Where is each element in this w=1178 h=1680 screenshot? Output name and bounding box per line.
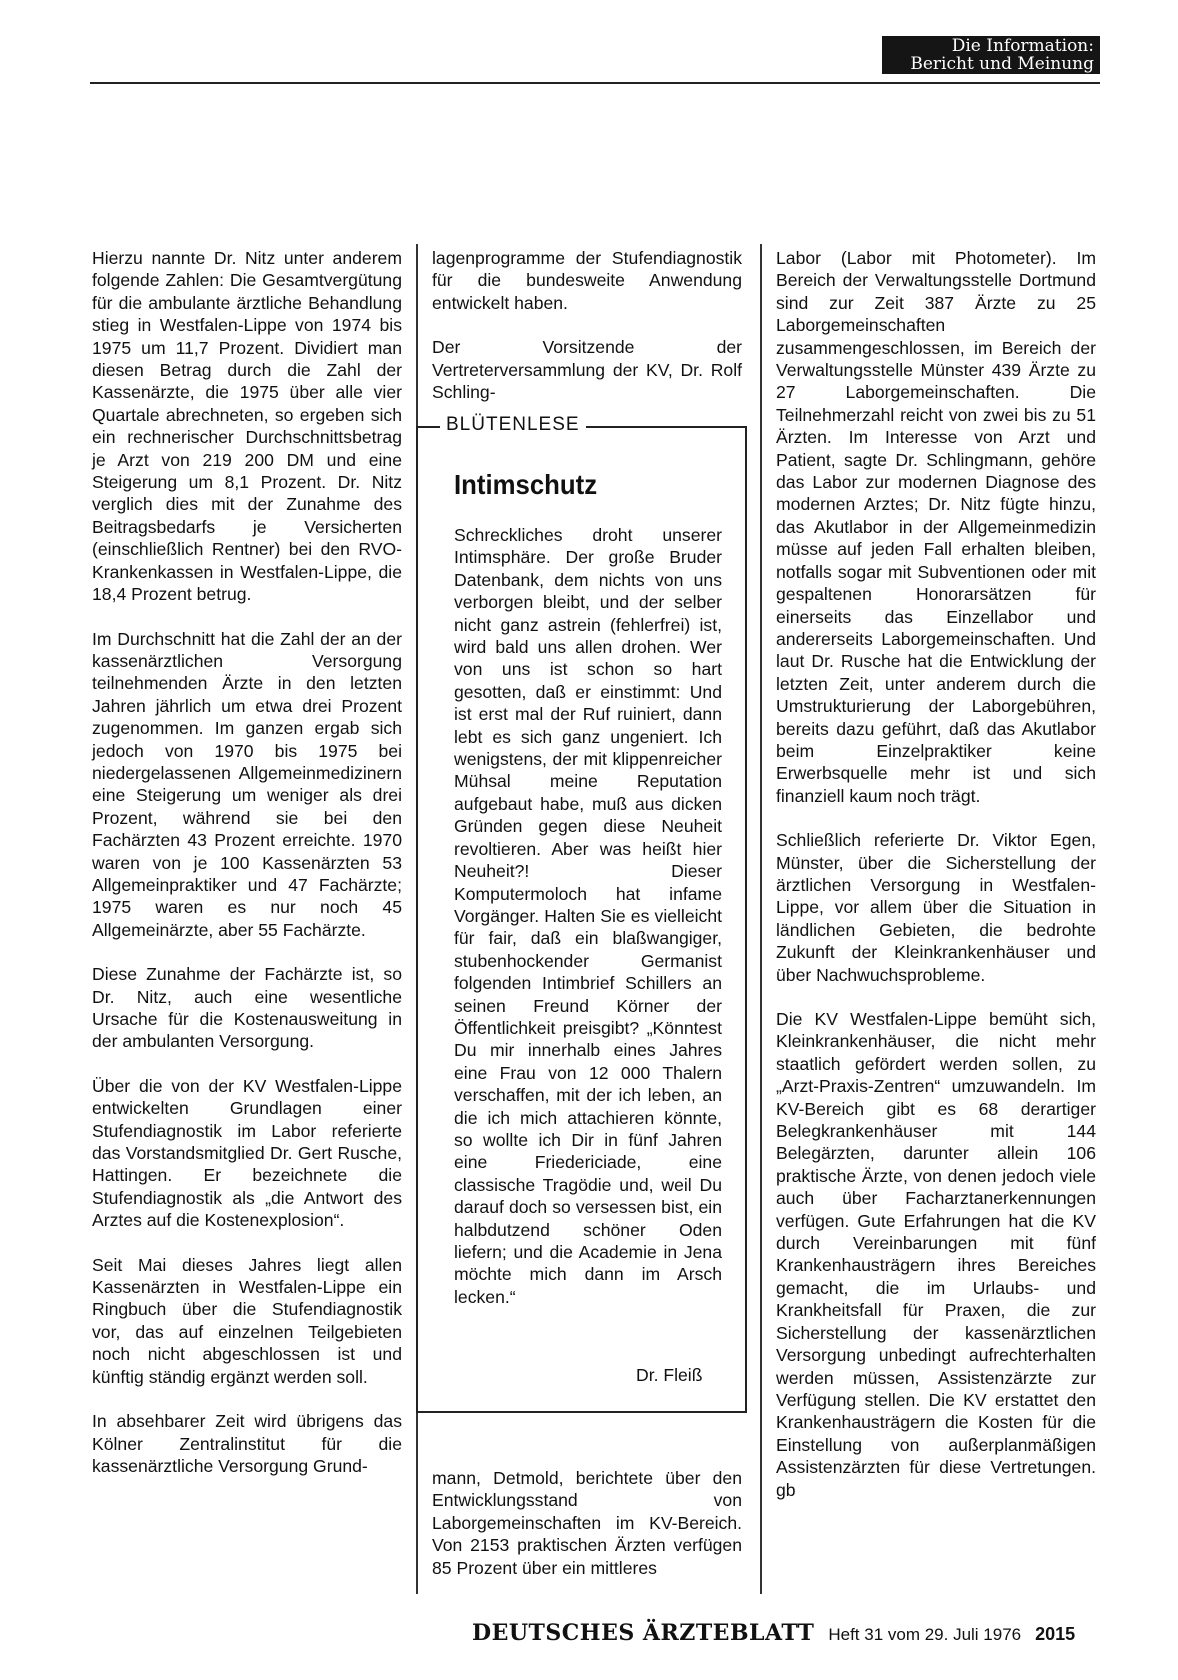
sidebar-signature: Dr. Fleiß — [636, 1365, 703, 1385]
header-rule — [90, 82, 1100, 84]
paragraph: Hierzu nannte Dr. Nitz unter anderem folgende Zahlen: Die Gesamtvergütung für die ambulante ärztliche Behandlung stieg in Westfalen-Lippe von 1974 bis 1975 um 11,7 Prozent. Dividiert man diesen Betrag durch die Zahl der Kassenärzte, die 1975 über alle vier Quartale abrechneten, so ergeben sich ein rechnerischer Durchschnittsbetrag je Arzt von 219 200 DM und eine Steigerung um 8,1 Prozent. Dr. Nitz verglich dies mit der Zunahme des Beitragsbedarfs je Versicherten (einschließlich Rentner) bei den RVO-Krankenkassen in Westfalen-Lippe, die 18,4 Prozent betrug. — [92, 248, 402, 605]
column-1 — [92, 247, 402, 1499]
paragraph: Schließlich referierte Dr. Viktor Egen, Münster, über die Sicherstellung der ärztlichen Versorgung in Westfalen-Lippe, vor allem über die Situation in ländlichen Gebieten, die bedrohte Zukunft der Kleinkrankenhäuser und über Nachwuchsprobleme. — [776, 830, 1096, 985]
sidebar-kicker: BLÜTENLESE — [440, 414, 586, 436]
paragraph: Die KV Westfalen-Lippe bemüht sich, Kleinkrankenhäuser, die nicht mehr staatlich gefördert werden sollen, zu „Arzt-Praxis-Zentren“ umzuwandeln. Im KV-Bereich gibt es 68 derartiger Belegkrankenhäuser mit 144 Belegärzten, darunter allein 106 praktische Ärzte, von denen jedoch viele auch über Facharztanerkennungen verfügen. Gute Erfahrungen hat die KV durch Vereinbarungen mit fünf Krankenhausträgern ihres Bereiches gemacht, die im Urlaubs- und Krankheitsfall für Praxen, die zur Sicherstellung der kassenärztlichen Versorgung unbedingt aufrechterhalten werden müssen, Assistenzärzte zur Verfügung stellen. Die KV erstattet den Krankenhausträgern die Kosten für die Einstellung von außerplanmäßigen Assistenzärzten für diese Vertretungen. gb — [776, 1009, 1096, 1500]
page-number: 2015 — [1035, 1624, 1076, 1644]
sidebar-body: Schreckliches droht unserer Intimsphäre. Der große Bruder Datenbank, dem nichts von uns verborgen bleibt, und der selber nicht ganz astrein (fehlerfrei) ist, wird bald uns allen drohen. Wer von uns ist schon so hart gesotten, daß er einstimmt: Und ist erst mal der Ruf ruiniert, dann lebt es sich ganz ungeniert. Ich wenigstens, der mit klippenreicher Mühsal meine Reputation aufgebaut habe, muß aus dicken Gründen gegen diese Neuheit revoltieren. Aber was heißt hier Neuheit?! Dieser Komputermoloch hat infame Vorgänger. Halten Sie es vielleicht für fair, daß ein blaßwangiger, stubenhockender Germanist folgenden Intimbrief Schillers an seinen Freund Körner der Öffentlichkeit preisgibt? „Könntest Du mir innerhalb eines Jahres eine Frau von 12 000 Thalern verschaffen, mit der ich leben, an die ich mich attachieren könnte, so wollte ich Dir in fünf Jahren eine Friedericiade, eine classische Tragödie und, weil Du darauf doch so versessen bist, ein halbdutzend schöner Oden liefern; und die Academie in Jena möchte mich dann im Arsch lecken.“ — [454, 525, 722, 1307]
section-label — [882, 36, 1100, 74]
masthead: DEUTSCHES ÄRZTEBLATT — [472, 1620, 815, 1646]
paragraph: In absehbarer Zeit wird übrigens das Kölner Zentralinstitut für die kassenärztliche Versorgung Grund- — [92, 1411, 402, 1476]
paragraph: Im Durchschnitt hat die Zahl der an der kassenärztlichen Versorgung teilnehmenden Ärzte in den letzten Jahren jährlich um etwa drei Prozent zugenommen. Im ganzen ergab sich jedoch von 1970 bis 1975 bei niedergelassenen Allgemeinmedizinern eine Steigerung um weniger als drei Prozent, während sie bei den Fachärzten 43 Prozent erreichte. 1970 waren von je 100 Kassenärzten 53 Allgemeinpraktiker und 47 Fachärzte; 1975 waren es nur noch 45 Allgemeinärzte, aber 55 Fachärzte. — [92, 628, 402, 940]
section-label-line-2: Bericht und Meinung — [910, 54, 1094, 74]
section-label-line-1: Die Information: — [951, 36, 1094, 56]
paragraph: Labor (Labor mit Photometer). Im Bereich der Verwaltungsstelle Dortmund sind zur Zeit 387 Ärzte zu 25 Laborgemeinschaften zusammengeschlossen, im Bereich der Verwaltungsstelle Münster 439 Ärzte zu 27 Laborgemeinschaften. Die Teilnehmerzahl reicht von zwei bis zu 51 Ärzten. Im Interesse von Arzt und Patient, sagte Dr. Schlingmann, gehöre das Labor zur modernen Diagnose des modernen Arztes; Dr. Nitz fügte hinzu, das Akutlabor in der Allgemeinmedizin müsse auf jeden Fall erhalten bleiben, notfalls sogar mit Subventionen oder mit gespaltenen Honorarsätzen für einerseits das Einzellabor und andererseits Laborgemeinschaften. Und laut Dr. Rusche hat die Entwicklung der letzten Zeit, unter anderem durch die Umstrukturierung der Laborgebühren, bereits dazu geführt, daß das Akutlabor beim Einzelpraktiker keine Erwerbsquelle mehr ist und sich finanziell kaum noch trägt. — [776, 248, 1096, 806]
column-divider — [760, 244, 762, 1594]
page-footer — [472, 1620, 1075, 1646]
paragraph: Der Vorsitzende der Vertreterversammlung der KV, Dr. Rolf Schling- — [432, 337, 742, 403]
paragraph: Seit Mai dieses Jahres liegt allen Kassenärzten in Westfalen-Lippe ein Ringbuch über die Stufendiagnostik vor, das auf einzelnen Teilgebieten noch nicht abgeschlossen ist und künftig ständig ergänzt werden soll. — [92, 1254, 402, 1387]
issue-info: Heft 31 vom 29. Juli 1976 — [828, 1625, 1022, 1644]
sidebar-title: Intimschutz — [454, 469, 598, 500]
column-3 — [776, 247, 1096, 1523]
paragraph: Über die von der KV Westfalen-Lippe entwickelten Grundlagen einer Stufendiagnostik im Labor referierte das Vorstandsmitglied Dr. Gert Rusche, Hattingen. Er bezeichnete die Stufendiagnostik als „die Antwort des Arztes auf die Kostenexplosion“. — [92, 1075, 402, 1231]
column-2-bottom — [432, 1467, 742, 1601]
column-2-top — [432, 247, 742, 425]
paragraph: Diese Zunahme der Fachärzte ist, so Dr. Nitz, auch eine wesentliche Ursache für die Kostenausweitung in der ambulanten Versorgung. — [92, 964, 402, 1052]
paragraph: lagenprogramme der Stufendiagnostik für die bundesweite Anwendung entwickelt haben. — [432, 248, 742, 313]
paragraph: mann, Detmold, berichtete über den Entwicklungsstand von Laborgemeinschaften im KV-Bereich. Von 2153 praktischen Ärzten verfügen 85 Prozent über ein mittleres — [432, 1468, 742, 1578]
